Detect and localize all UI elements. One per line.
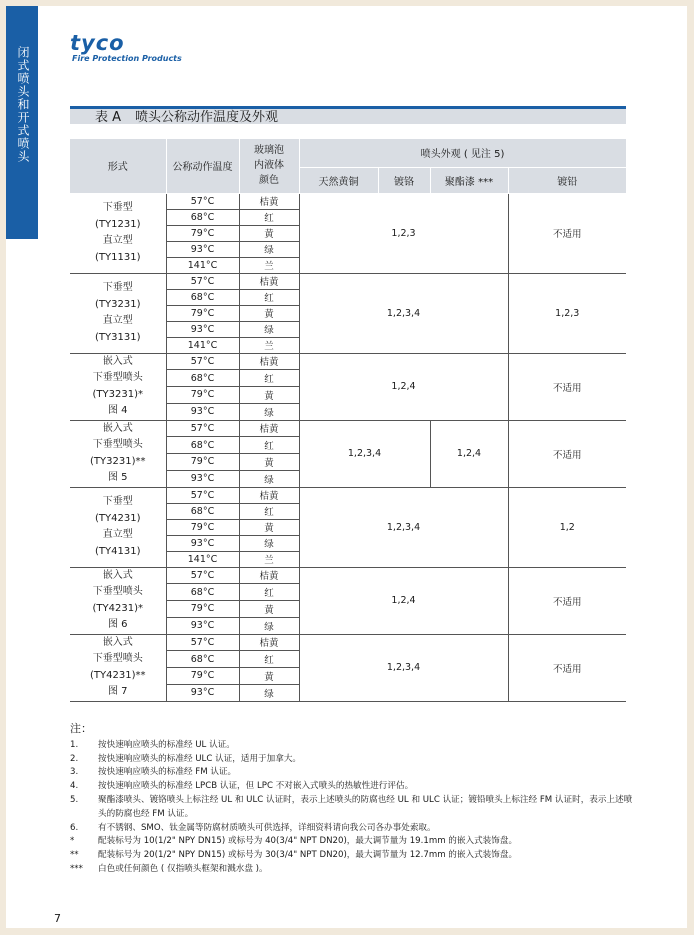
temp-cell: 79°C: [166, 601, 239, 618]
bulb-color-cell: 黄: [239, 601, 299, 618]
lead-approval-cell: 不适用: [508, 193, 626, 273]
model-cell: [70, 567, 166, 634]
model-line: 图 5: [107, 472, 128, 483]
lead-approval-cell: 不适用: [508, 634, 626, 701]
page: [6, 6, 687, 928]
finish-approval-cell: 1,2,3,4: [299, 634, 508, 701]
note-text: 配装标号为 10(1/2" NPY DN15) 或标号为 40(3/4" NPT DN20)，最大调节量为 19.1mm 的嵌入式装饰盘。: [98, 836, 518, 847]
temp-cell: 141°C: [166, 257, 239, 273]
temp-cell: 57°C: [166, 634, 239, 651]
bulb-color-cell: 绿: [239, 535, 299, 551]
temp-cell: 93°C: [166, 535, 239, 551]
note-item: [70, 766, 640, 780]
temp-cell: 79°C: [166, 387, 239, 404]
model-cell: [70, 420, 166, 487]
bulb-color-cell: 桔黄: [239, 567, 299, 584]
bulb-color-cell: 桔黄: [239, 273, 299, 289]
temp-cell: 57°C: [166, 420, 239, 437]
header-bulb-line: 玻璃泡: [254, 145, 284, 157]
temp-cell: 57°C: [166, 487, 239, 503]
model-line: (TY4131): [95, 545, 141, 557]
table-title: [70, 106, 626, 124]
note-item: [70, 780, 640, 794]
bulb-color-cell: 红: [239, 503, 299, 519]
finish-approval-cell: 1,2,4: [299, 353, 508, 420]
sprinkler-spec-table: [70, 139, 627, 702]
model-line: 嵌入式: [102, 636, 133, 648]
finish-approval-cell: 1,2,3,4: [299, 420, 430, 487]
bulb-color-cell: 黄: [239, 519, 299, 535]
model-cell: [70, 193, 166, 273]
temp-cell: 79°C: [166, 668, 239, 685]
polyester-approval-cell: 1,2,4: [430, 420, 508, 487]
bulb-color-cell: 红: [239, 437, 299, 454]
temp-cell: 68°C: [166, 437, 239, 454]
table-label: 表 A: [95, 110, 122, 125]
header-appearance: 喷头外观 ( 见注 5): [299, 139, 626, 167]
note-key: **: [70, 850, 79, 861]
temp-cell: 93°C: [166, 403, 239, 420]
temp-cell: 93°C: [166, 684, 239, 701]
model-line: 直立型: [102, 315, 133, 326]
model-line: (TY3231)*: [92, 388, 143, 400]
header-temp: 公称动作温度: [166, 139, 239, 193]
note-key: 5.: [70, 794, 79, 805]
model-line: (TY4231): [95, 512, 141, 524]
bulb-color-cell: 兰: [239, 551, 299, 567]
temp-cell: 57°C: [166, 273, 239, 289]
tyco-logo: tyco: [70, 31, 125, 55]
note-text: 按快速响应喷头的标准经 ULC 认证，适用于加拿大。: [98, 753, 302, 764]
bulb-color-cell: 绿: [239, 617, 299, 634]
header-brass: 天然黄铜: [299, 167, 378, 193]
notes-heading: 注：: [70, 722, 92, 735]
temp-cell: 68°C: [166, 209, 239, 225]
model-line: 下垂型: [102, 282, 133, 293]
bulb-color-cell: 桔黄: [239, 193, 299, 209]
page-number: 7: [54, 912, 61, 925]
table-row: [70, 273, 626, 289]
bulb-color-cell: 红: [239, 209, 299, 225]
sidebar-label: 闭式喷头和开式喷头: [16, 46, 30, 163]
table-title-text: 喷头公称动作温度及外观: [135, 110, 279, 125]
header-chrome: 镀铬: [378, 167, 430, 193]
header-lead: 镀铅: [508, 167, 626, 193]
note-key: 3.: [70, 767, 79, 778]
notes-list: [70, 739, 640, 877]
temp-cell: 79°C: [166, 305, 239, 321]
note-text: 按快速响应喷头的标准经 LPCB 认证，但 LPC 不对嵌入式喷头的热敏性进行评估。: [98, 781, 414, 792]
lead-approval-cell: 不适用: [508, 567, 626, 634]
table-row: [70, 420, 626, 437]
note-key: 2.: [70, 753, 79, 764]
note-text: 配装标号为 20(1/2" NPY DN15) 或标号为 30(3/4" NPT DN20)，最大调节量为 12.7mm 的嵌入式装饰盘。: [98, 850, 518, 861]
temp-cell: 93°C: [166, 321, 239, 337]
bulb-color-cell: 绿: [239, 470, 299, 487]
temp-cell: 141°C: [166, 551, 239, 567]
bulb-color-cell: 黄: [239, 305, 299, 321]
temp-cell: 79°C: [166, 454, 239, 471]
temp-cell: 93°C: [166, 241, 239, 257]
bulb-color-cell: 黄: [239, 225, 299, 241]
finish-approval-cell: 1,2,4: [299, 567, 508, 634]
table-row: [70, 193, 626, 209]
finish-approval-cell: 1,2,3: [299, 193, 508, 273]
model-cell: [70, 273, 166, 353]
bulb-color-cell: 桔黄: [239, 353, 299, 370]
model-line: 图 7: [107, 686, 128, 697]
table-row: [70, 353, 626, 370]
section-sidebar: [6, 6, 38, 239]
temp-cell: 57°C: [166, 567, 239, 584]
model-line: 下垂型喷头: [92, 372, 143, 383]
temp-cell: 68°C: [166, 584, 239, 601]
note-key: *: [70, 836, 75, 847]
model-line: 图 4: [107, 405, 128, 416]
model-cell: [70, 634, 166, 701]
model-line: 下垂型喷头: [92, 439, 143, 450]
note-item: [70, 822, 640, 836]
lead-approval-cell: 1,2,3: [508, 273, 626, 353]
model-line: 嵌入式: [102, 355, 133, 367]
model-line: (TY1131): [95, 251, 141, 263]
note-item: [70, 849, 640, 863]
header-bulb-line: 内液体: [254, 160, 284, 172]
bulb-color-cell: 黄: [239, 387, 299, 404]
bulb-color-cell: 桔黄: [239, 420, 299, 437]
note-item: [70, 753, 640, 767]
bulb-color-cell: 红: [239, 651, 299, 668]
model-line: (TY4231)**: [90, 669, 146, 681]
temp-cell: 93°C: [166, 617, 239, 634]
model-line: (TY4231)*: [92, 602, 143, 614]
table-body: [70, 193, 626, 701]
model-line: 下垂型喷头: [92, 653, 143, 664]
temp-cell: 79°C: [166, 519, 239, 535]
temp-cell: 57°C: [166, 193, 239, 209]
bulb-color-cell: 红: [239, 370, 299, 387]
table-row: [70, 567, 626, 584]
lead-approval-cell: 不适用: [508, 353, 626, 420]
bulb-color-cell: 绿: [239, 241, 299, 257]
bulb-color-cell: 桔黄: [239, 634, 299, 651]
note-key: 1.: [70, 739, 79, 750]
notes: [70, 722, 640, 877]
header-bulb: [239, 139, 299, 193]
bulb-color-cell: 兰: [239, 337, 299, 353]
model-line: 下垂型喷头: [92, 586, 143, 597]
note-item: [70, 863, 640, 877]
bulb-color-cell: 绿: [239, 321, 299, 337]
model-line: (TY3131): [95, 331, 141, 343]
note-text: 按快速响应喷头的标准经 FM 认证。: [98, 767, 237, 778]
temp-cell: 68°C: [166, 289, 239, 305]
table-row: [70, 487, 626, 503]
bulb-color-cell: 黄: [239, 668, 299, 685]
bulb-color-cell: 绿: [239, 684, 299, 701]
bulb-color-cell: 红: [239, 584, 299, 601]
note-item: [70, 835, 640, 849]
bulb-color-cell: 绿: [239, 403, 299, 420]
model-cell: [70, 353, 166, 420]
note-key: 6.: [70, 822, 79, 833]
finish-approval-cell: 1,2,3,4: [299, 273, 508, 353]
note-key: ***: [70, 863, 83, 874]
finish-approval-cell: 1,2,3,4: [299, 487, 508, 567]
note-text: 聚酯漆喷头、镀铬喷头上标注经 UL 和 ULC 认证时，表示上述喷头的防腐也经 UL 和 ULC 认证；镀铅喷头上标注经 FM 认证时，表示上述喷头的防腐也经 FM 认证。: [98, 794, 633, 819]
bulb-color-cell: 红: [239, 289, 299, 305]
temp-cell: 93°C: [166, 470, 239, 487]
note-text: 有不锈钢、SMO、钛金属等防腐材质喷头可供选择，详细资料请向我公司各办事处索取。: [98, 822, 436, 833]
header-bulb-line: 颜色: [259, 175, 279, 187]
model-line: 下垂型: [102, 496, 133, 507]
note-item: [70, 794, 640, 822]
temp-cell: 141°C: [166, 337, 239, 353]
note-text: 白色或任何颜色 ( 仅指喷头框架和溅水盘 )。: [98, 863, 268, 874]
bulb-color-cell: 黄: [239, 454, 299, 471]
note-key: 4.: [70, 781, 79, 792]
bulb-color-cell: 桔黄: [239, 487, 299, 503]
temp-cell: 79°C: [166, 225, 239, 241]
header-form: 形式: [70, 139, 166, 193]
note-text: 按快速响应喷头的标准经 UL 认证。: [98, 739, 235, 750]
lead-approval-cell: 1,2: [508, 487, 626, 567]
lead-approval-cell: 不适用: [508, 420, 626, 487]
model-line: 直立型: [102, 529, 133, 540]
model-line: (TY1231): [95, 218, 141, 230]
temp-cell: 68°C: [166, 370, 239, 387]
model-line: 直立型: [102, 235, 133, 246]
temp-cell: 57°C: [166, 353, 239, 370]
table-row: [70, 634, 626, 651]
temp-cell: 68°C: [166, 651, 239, 668]
model-line: 图 6: [107, 619, 128, 630]
model-line: 嵌入式: [102, 569, 133, 581]
logo-subtitle: Fire Protection Products: [72, 54, 182, 63]
model-line: (TY3231)**: [90, 455, 146, 467]
model-line: 嵌入式: [102, 422, 133, 434]
note-item: [70, 739, 640, 753]
model-line: (TY3231): [95, 298, 141, 310]
temp-cell: 68°C: [166, 503, 239, 519]
model-cell: [70, 487, 166, 567]
model-line: 下垂型: [102, 202, 133, 213]
bulb-color-cell: 兰: [239, 257, 299, 273]
header-polyester: 聚酯漆 ***: [430, 167, 508, 193]
